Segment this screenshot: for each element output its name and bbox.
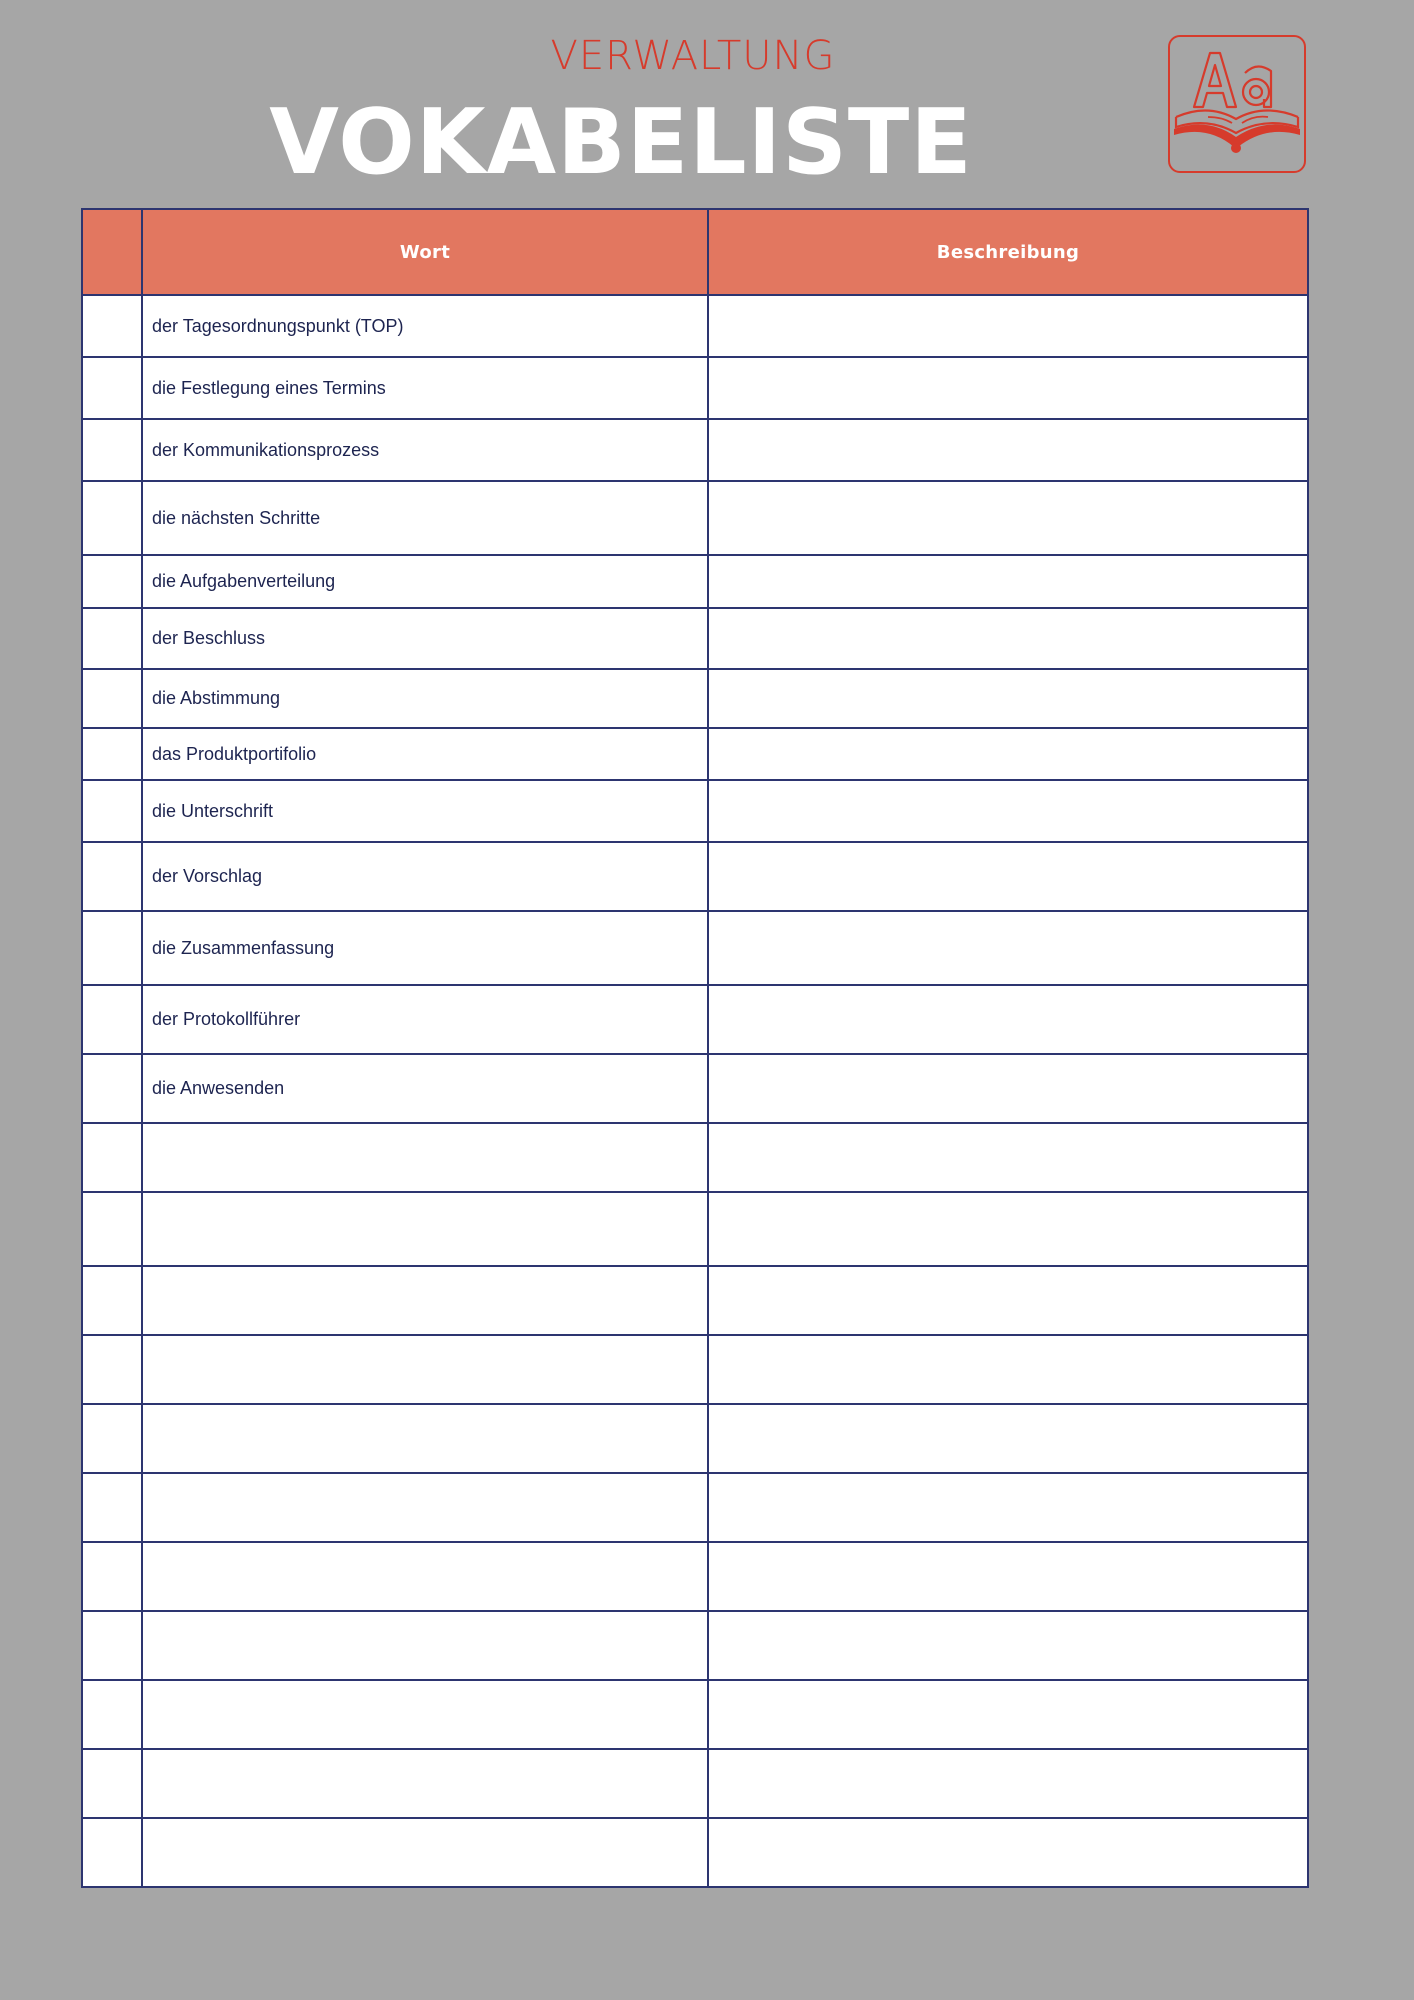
table-row xyxy=(82,1542,1308,1611)
table-row xyxy=(82,780,1308,842)
word-cell[interactable] xyxy=(142,1335,708,1404)
word-cell[interactable]: der Tagesordnungspunkt (TOP) xyxy=(142,295,708,357)
table-row xyxy=(82,985,1308,1054)
row-number-cell[interactable] xyxy=(82,357,142,419)
row-number-cell[interactable] xyxy=(82,1611,142,1680)
row-number-cell[interactable] xyxy=(82,1335,142,1404)
row-number-cell[interactable] xyxy=(82,1749,142,1818)
column-header-number xyxy=(82,209,142,295)
row-number-cell[interactable] xyxy=(82,842,142,911)
word-cell[interactable]: das Produktportifolio xyxy=(142,728,708,780)
word-cell[interactable]: der Beschluss xyxy=(142,608,708,669)
table-row xyxy=(82,608,1308,669)
row-number-cell[interactable] xyxy=(82,419,142,481)
word-cell[interactable]: der Protokollführer xyxy=(142,985,708,1054)
row-number-cell[interactable] xyxy=(82,555,142,608)
word-cell[interactable] xyxy=(142,1749,708,1818)
word-cell[interactable]: die Abstimmung xyxy=(142,669,708,728)
word-cell[interactable] xyxy=(142,1611,708,1680)
dictionary-book-icon xyxy=(1168,35,1306,173)
vocabulary-table xyxy=(81,208,1309,1888)
description-cell[interactable] xyxy=(708,1266,1308,1335)
table-row xyxy=(82,555,1308,608)
description-cell[interactable] xyxy=(708,357,1308,419)
description-cell[interactable] xyxy=(708,555,1308,608)
word-cell[interactable] xyxy=(142,1404,708,1473)
description-cell[interactable] xyxy=(708,1335,1308,1404)
row-number-cell[interactable] xyxy=(82,1123,142,1192)
table-row xyxy=(82,1680,1308,1749)
table-row xyxy=(82,295,1308,357)
word-cell[interactable]: der Kommunikationsprozess xyxy=(142,419,708,481)
description-cell[interactable] xyxy=(708,1611,1308,1680)
word-cell[interactable]: die Anwesenden xyxy=(142,1054,708,1123)
word-cell[interactable] xyxy=(142,1680,708,1749)
row-number-cell[interactable] xyxy=(82,1680,142,1749)
word-cell[interactable]: die Aufgabenverteilung xyxy=(142,555,708,608)
table-header-row xyxy=(82,209,1308,295)
word-cell[interactable] xyxy=(142,1473,708,1542)
description-cell[interactable] xyxy=(708,1404,1308,1473)
row-number-cell[interactable] xyxy=(82,1054,142,1123)
table-row xyxy=(82,1404,1308,1473)
row-number-cell[interactable] xyxy=(82,1266,142,1335)
table-row xyxy=(82,1818,1308,1887)
row-number-cell[interactable] xyxy=(82,608,142,669)
word-cell[interactable]: die Zusammenfassung xyxy=(142,911,708,985)
row-number-cell[interactable] xyxy=(82,481,142,555)
description-cell[interactable] xyxy=(708,669,1308,728)
page-subtitle: VERWALTUNG xyxy=(550,33,836,79)
word-cell[interactable] xyxy=(142,1818,708,1887)
table-row xyxy=(82,911,1308,985)
table-row xyxy=(82,1054,1308,1123)
word-cell[interactable] xyxy=(142,1542,708,1611)
description-cell[interactable] xyxy=(708,419,1308,481)
description-cell[interactable] xyxy=(708,1123,1308,1192)
word-cell[interactable] xyxy=(142,1123,708,1192)
description-cell[interactable] xyxy=(708,780,1308,842)
row-number-cell[interactable] xyxy=(82,728,142,780)
description-cell[interactable] xyxy=(708,911,1308,985)
table-row xyxy=(82,1335,1308,1404)
description-cell[interactable] xyxy=(708,608,1308,669)
table-row xyxy=(82,481,1308,555)
row-number-cell[interactable] xyxy=(82,1542,142,1611)
description-cell[interactable] xyxy=(708,1818,1308,1887)
row-number-cell[interactable] xyxy=(82,911,142,985)
row-number-cell[interactable] xyxy=(82,1473,142,1542)
table-row xyxy=(82,1123,1308,1192)
word-cell[interactable]: die Unterschrift xyxy=(142,780,708,842)
table-row xyxy=(82,728,1308,780)
word-cell[interactable] xyxy=(142,1266,708,1335)
word-cell[interactable]: die nächsten Schritte xyxy=(142,481,708,555)
description-cell[interactable] xyxy=(708,1192,1308,1266)
table-row xyxy=(82,669,1308,728)
row-number-cell[interactable] xyxy=(82,780,142,842)
description-cell[interactable] xyxy=(708,842,1308,911)
table-row xyxy=(82,419,1308,481)
column-header-beschreibung: Beschreibung xyxy=(708,209,1308,295)
table-row xyxy=(82,357,1308,419)
row-number-cell[interactable] xyxy=(82,1192,142,1266)
table-row xyxy=(82,1611,1308,1680)
table-row xyxy=(82,842,1308,911)
description-cell[interactable] xyxy=(708,1473,1308,1542)
description-cell[interactable] xyxy=(708,1054,1308,1123)
table-row xyxy=(82,1473,1308,1542)
word-cell[interactable]: die Festlegung eines Termins xyxy=(142,357,708,419)
description-cell[interactable] xyxy=(708,481,1308,555)
description-cell[interactable] xyxy=(708,295,1308,357)
column-header-wort: Wort xyxy=(142,209,708,295)
table-row xyxy=(82,1749,1308,1818)
description-cell[interactable] xyxy=(708,728,1308,780)
row-number-cell[interactable] xyxy=(82,295,142,357)
page-title: VOKABELISTE xyxy=(269,90,973,195)
table-row xyxy=(82,1266,1308,1335)
row-number-cell[interactable] xyxy=(82,1404,142,1473)
description-cell[interactable] xyxy=(708,985,1308,1054)
table-row xyxy=(82,1192,1308,1266)
description-cell[interactable] xyxy=(708,1680,1308,1749)
word-cell[interactable]: der Vorschlag xyxy=(142,842,708,911)
row-number-cell[interactable] xyxy=(82,669,142,728)
description-cell[interactable] xyxy=(708,1749,1308,1818)
row-number-cell[interactable] xyxy=(82,985,142,1054)
word-cell[interactable] xyxy=(142,1192,708,1266)
row-number-cell[interactable] xyxy=(82,1818,142,1887)
description-cell[interactable] xyxy=(708,1542,1308,1611)
